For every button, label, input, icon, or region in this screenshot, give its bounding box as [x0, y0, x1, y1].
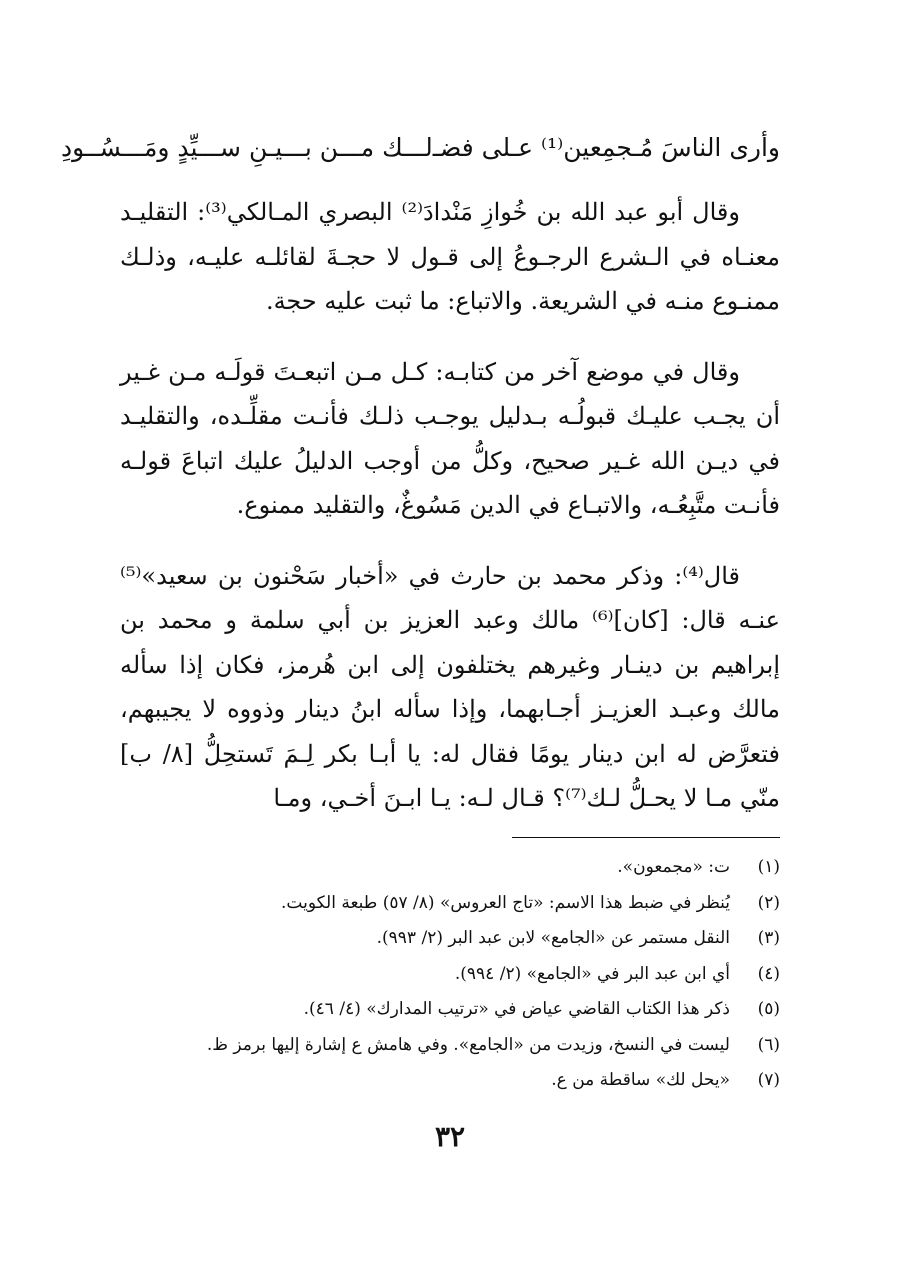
poetry-verse: [61, 122, 780, 172]
footnote-text: ليست في النسخ، وزيدت من «الجامع». وفي هامش ع إشارة إليها برمز ظ.: [206, 1034, 730, 1055]
footnote-number: (٢): [757, 892, 780, 913]
footnote-text: ذكر هذا الكتاب القاضي عياض في «ترتيب المدارك» (٤/ ٤٦).: [303, 999, 730, 1019]
footnote-text: أي ابن عبد البر في «الجامع» (٢/ ٩٩٤).: [454, 963, 730, 984]
page-number: ٣٢: [434, 1120, 466, 1153]
footnote-text: النقل مستمر عن «الجامع» لابن عبد البر (٢/ ٩٩٣).: [376, 928, 730, 948]
footnote-number: (٤): [757, 963, 780, 984]
verse-second-hemistich: لـــك مـــن بـــيـنِ ســـيِّدٍ ومَـــسُــودِ: [61, 132, 433, 162]
footnote-number: (٥): [757, 999, 780, 1019]
paragraph-another-place: وقال في موضع آخر من كتابـه: كـل مـن اتبعـتَ قولَـه مـن غـير أن يجـب عليـك قبولُـه بـدليل يوجـب ذلـك فأنـت مقلِّـده، والتقليـد في ديـن الله غـير صحيح، وكلُّ من أوجب الدليلُ عليك اتباعَ قولـه فأنـت متَّبِعُـه، والاتبـاع في الدين مَسُوغٌ، والتقليد ممنوع.: [120, 357, 780, 519]
footnote-2: [120, 886, 780, 922]
footnote-1: [120, 850, 780, 886]
footnote-5: [120, 992, 780, 1028]
footnote-text: يُنظر في ضبط هذا الاسم: «تاج العروس» (٨/ ٥٧) طبعة الكويت.: [281, 892, 730, 913]
footnote-6: [120, 1028, 780, 1064]
paragraph-sahnun-report: قال⁽⁴⁾: وذكر محمد بن حارث في «أخبار سَحْنون بن سعيد»⁽⁵⁾ عنـه قال: [كان]⁽⁶⁾ مالك وعبد العزيز بن أبي سلمة و محمد بن إبراهيم بن دينـار وغيرهم يختلفون إلى ابن هُرمز، فكان إذا سأله مالك وعبـد العزيـز أجـابهما، وإذا سأله ابنُ دينار وذووه لا يجيبهم، فتعرَّض له ابن دينار يومًا فقال له: يا أبـا بكر لِـمَ تَستحِلُّ [٨/ ب] منّي مـا لا يحـلُّ لـك⁽⁷⁾؟ قـال لـه: يـا ابـنَ أخـي، ومـا: [120, 561, 780, 812]
footnotes-list: [120, 850, 780, 1099]
paragraph-ibn-khuwaiz-mandad: وقال أبو عبد الله بن خُوازِ مَنْدادَ⁽²⁾ البصري المـالكي⁽³⁾: التقليـد معنـاه في الـشرع الرجـوعُ إلى قـول لا حجـةَ لقائلـه عليـه، وذلـك ممنـوع منـه في الشريعة. والاتباع: ما ثبت عليه حجة.: [120, 198, 780, 315]
footnote-3: [120, 921, 780, 957]
footnote-text: «يحل لك» ساقطة من ع.: [551, 1070, 730, 1090]
verse-first-hemistich: وأرى الناسَ مُـجمِعين⁽¹⁾ عـلى فضـ: [432, 132, 780, 162]
footnote-number: (٧): [757, 1070, 780, 1090]
footnote-4: [120, 957, 780, 993]
footnote-number: (٣): [757, 928, 780, 948]
footnote-separator: [512, 837, 780, 838]
footnote-number: (٦): [757, 1034, 780, 1055]
footnote-7: [120, 1063, 780, 1099]
footnote-text: ت: «مجمعون».: [617, 857, 730, 877]
main-text: [120, 190, 780, 847]
footnote-number: (١): [757, 857, 780, 877]
